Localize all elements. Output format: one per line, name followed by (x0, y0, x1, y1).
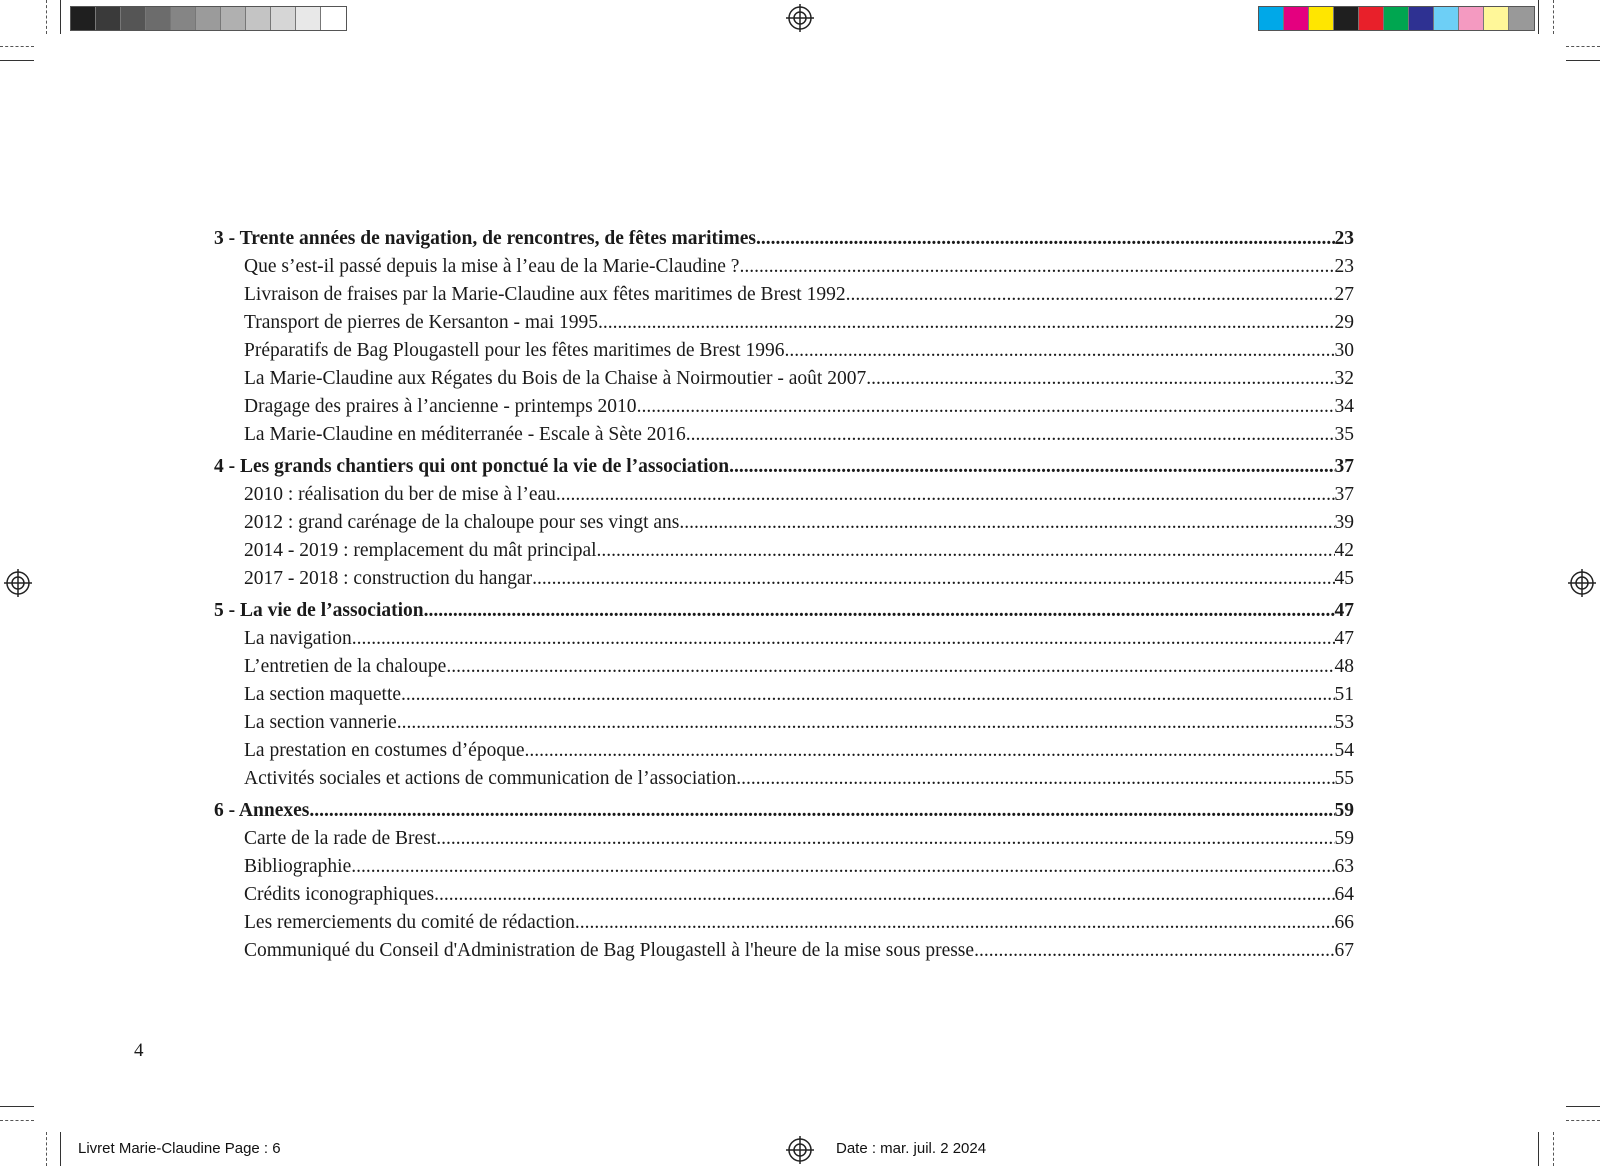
slug-document-info: Livret Marie-Claudine Page : 6 (78, 1140, 281, 1157)
toc-entry-title: Préparatifs de Bag Plougastell pour les fêtes maritimes de Brest 1996 (244, 340, 785, 361)
dot-leader (598, 309, 1335, 337)
toc-heading[interactable] (214, 796, 1354, 825)
slug-print-date: Date : mar. juil. 2 2024 (836, 1140, 987, 1157)
toc-entry[interactable] (214, 393, 1354, 421)
crop-mark (60, 1132, 61, 1166)
toc-heading[interactable] (214, 224, 1354, 253)
crop-mark (0, 46, 34, 47)
toc-entry[interactable] (214, 653, 1354, 681)
color-swatch (1409, 7, 1434, 30)
toc-entry-title: La prestation en costumes d’époque (244, 740, 525, 761)
toc-entry[interactable] (214, 681, 1354, 709)
dot-leader (309, 796, 1334, 825)
toc-heading-title: 3 - Trente années de navigation, de rencontres, de fêtes maritimes (214, 228, 756, 249)
crop-mark (46, 0, 47, 34)
toc-entry-page: 63 (1334, 856, 1354, 877)
toc-entry[interactable] (214, 709, 1354, 737)
dot-leader (756, 224, 1335, 253)
color-swatch (1384, 7, 1409, 30)
crop-mark (0, 1120, 34, 1121)
dot-leader (397, 709, 1335, 737)
toc-entry-title: 2010 : réalisation du ber de mise à l’eau (244, 484, 556, 505)
toc-entry[interactable] (214, 737, 1354, 765)
crop-mark (1566, 1120, 1600, 1121)
dot-leader (597, 537, 1335, 565)
toc-entry[interactable] (214, 509, 1354, 537)
toc-entry-title: La section maquette (244, 684, 402, 705)
gray-swatch (71, 7, 96, 30)
toc-entry-page: 47 (1334, 628, 1354, 649)
dot-leader (686, 421, 1335, 449)
toc-entry[interactable] (214, 309, 1354, 337)
crop-mark (1566, 46, 1600, 47)
toc-entry-title: La Marie-Claudine en méditerranée - Escale à Sète 2016 (244, 424, 686, 445)
color-swatch (1359, 7, 1384, 30)
toc-entry-title: Dragage des praires à l’ancienne - printemps 2010 (244, 396, 637, 417)
gray-swatch (271, 7, 296, 30)
color-swatch (1334, 7, 1359, 30)
dot-leader (846, 281, 1335, 309)
toc-heading[interactable] (214, 596, 1354, 625)
toc-entry-page: 48 (1334, 656, 1354, 677)
toc-heading-page: 47 (1334, 600, 1354, 621)
crop-mark (0, 60, 34, 61)
dot-leader (974, 937, 1334, 965)
toc-heading-page: 59 (1334, 800, 1354, 821)
toc-entry-page: 45 (1334, 568, 1354, 589)
toc-heading-title: 5 - La vie de l’association (214, 600, 424, 621)
toc-entry-title: Crédits iconographiques (244, 884, 435, 905)
toc-entry-title: Communiqué du Conseil d'Administration de Bag Plougastell à l'heure de la mise sous presse (244, 940, 975, 961)
dot-leader (575, 909, 1335, 937)
dot-leader (532, 565, 1334, 593)
gray-swatch (171, 7, 196, 30)
toc-entry[interactable] (214, 881, 1354, 909)
toc-entry[interactable] (214, 853, 1354, 881)
toc-entry-page: 39 (1334, 512, 1354, 533)
toc-entry[interactable] (214, 421, 1354, 449)
color-swatch (1434, 7, 1459, 30)
toc-entry-title: La section vannerie (244, 712, 397, 733)
toc-entry[interactable] (214, 365, 1354, 393)
dot-leader (434, 881, 1334, 909)
dot-leader (351, 853, 1334, 881)
toc-entry[interactable] (214, 625, 1354, 653)
toc-entry-title: Activités sociales et actions de communication de l’association (244, 768, 737, 789)
color-swatch (1284, 7, 1309, 30)
toc-entry-page: 29 (1334, 312, 1354, 333)
gray-swatch (221, 7, 246, 30)
toc-entry[interactable] (214, 337, 1354, 365)
gray-swatch (321, 7, 346, 30)
toc-section (214, 596, 1354, 793)
crop-mark (1566, 60, 1600, 61)
color-swatch (1484, 7, 1509, 30)
toc-entry[interactable] (214, 481, 1354, 509)
toc-entry-title: Livraison de fraises par la Marie-Claudine aux fêtes maritimes de Brest 1992 (244, 284, 846, 305)
toc-entry-page: 34 (1334, 396, 1354, 417)
color-calibration-bar (1258, 6, 1535, 31)
registration-mark-left-icon (4, 569, 32, 597)
toc-entry-page: 37 (1334, 484, 1354, 505)
toc-entry-title: Carte de la rade de Brest (244, 828, 437, 849)
toc-entry-title: Les remerciements du comité de rédaction (244, 912, 575, 933)
toc-entry-title: La navigation (244, 628, 352, 649)
toc-entry-title: L’entretien de la chaloupe (244, 656, 447, 677)
toc-entry-title: La Marie-Claudine aux Régates du Bois de la Chaise à Noirmoutier - août 2007 (244, 368, 867, 389)
toc-heading-title: 4 - Les grands chantiers qui ont ponctué la vie de l’association (214, 456, 730, 477)
dot-leader (637, 393, 1335, 421)
toc-entry-page: 55 (1334, 768, 1354, 789)
toc-entry-page: 35 (1334, 424, 1354, 445)
toc-entry-page: 51 (1334, 684, 1354, 705)
toc-entry[interactable] (214, 281, 1354, 309)
toc-entry-page: 53 (1334, 712, 1354, 733)
toc-section (214, 452, 1354, 593)
toc-entry-page: 32 (1334, 368, 1354, 389)
dot-leader (739, 253, 1334, 281)
toc-section (214, 796, 1354, 965)
dot-leader (401, 681, 1334, 709)
toc-entry-title: 2012 : grand carénage de la chaloupe pour ses vingt ans (244, 512, 680, 533)
toc-entry-page: 42 (1334, 540, 1354, 561)
toc-entry[interactable] (214, 765, 1354, 793)
crop-mark (1553, 0, 1554, 34)
gray-swatch (146, 7, 171, 30)
toc-entry[interactable] (214, 825, 1354, 853)
toc-entry-page: 54 (1334, 740, 1354, 761)
crop-mark (46, 1132, 47, 1166)
dot-leader (729, 452, 1334, 481)
dot-leader (525, 737, 1335, 765)
toc-heading-page: 37 (1334, 456, 1354, 477)
toc-entry-page: 66 (1334, 912, 1354, 933)
color-swatch (1309, 7, 1334, 30)
dot-leader (446, 653, 1334, 681)
toc-section (214, 224, 1354, 449)
gray-swatch (96, 7, 121, 30)
color-swatch (1259, 7, 1284, 30)
toc-entry-page: 59 (1334, 828, 1354, 849)
toc-entry[interactable] (214, 909, 1354, 937)
toc-entry[interactable] (214, 565, 1354, 593)
crop-mark (1538, 1132, 1539, 1166)
gray-swatch (296, 7, 321, 30)
toc-entry-title: Transport de pierres de Kersanton - mai 1995 (244, 312, 598, 333)
toc-entry[interactable] (214, 537, 1354, 565)
toc-entry-title: 2017 - 2018 : construction du hangar (244, 568, 533, 589)
toc-entry-title: Bibliographie (244, 856, 352, 877)
toc-entry-page: 64 (1334, 884, 1354, 905)
toc-entry-page: 67 (1334, 940, 1354, 961)
gray-swatch (121, 7, 146, 30)
crop-mark (0, 1106, 34, 1107)
toc-heading[interactable] (214, 452, 1354, 481)
toc-entry-page: 30 (1334, 340, 1354, 361)
gray-swatch (196, 7, 221, 30)
table-of-contents (214, 224, 1354, 968)
toc-entry-page: 23 (1334, 256, 1354, 277)
color-swatch (1459, 7, 1484, 30)
toc-heading-page: 23 (1334, 228, 1354, 249)
toc-heading-title: 6 - Annexes (214, 800, 310, 821)
toc-entry[interactable] (214, 253, 1354, 281)
grayscale-calibration-bar (70, 6, 347, 31)
registration-mark-top-icon (786, 4, 814, 32)
toc-entry[interactable] (214, 937, 1354, 965)
dot-leader (424, 596, 1335, 625)
dot-leader (736, 765, 1334, 793)
dot-leader (866, 365, 1334, 393)
dot-leader (784, 337, 1334, 365)
dot-leader (352, 625, 1335, 653)
dot-leader (679, 509, 1334, 537)
toc-entry-title: Que s’est-il passé depuis la mise à l’eau de la Marie-Claudine ? (244, 256, 740, 277)
crop-mark (1553, 1132, 1554, 1166)
dot-leader (556, 481, 1335, 509)
registration-mark-bottom-icon (786, 1136, 814, 1164)
crop-mark (1566, 1106, 1600, 1107)
gray-swatch (246, 7, 271, 30)
crop-mark (1538, 0, 1539, 34)
registration-mark-right-icon (1568, 569, 1596, 597)
toc-entry-page: 27 (1334, 284, 1354, 305)
color-swatch (1509, 7, 1534, 30)
dot-leader (436, 825, 1334, 853)
crop-mark (60, 0, 61, 34)
page-number: 4 (134, 1040, 144, 1061)
toc-entry-title: 2014 - 2019 : remplacement du mât principal (244, 540, 597, 561)
